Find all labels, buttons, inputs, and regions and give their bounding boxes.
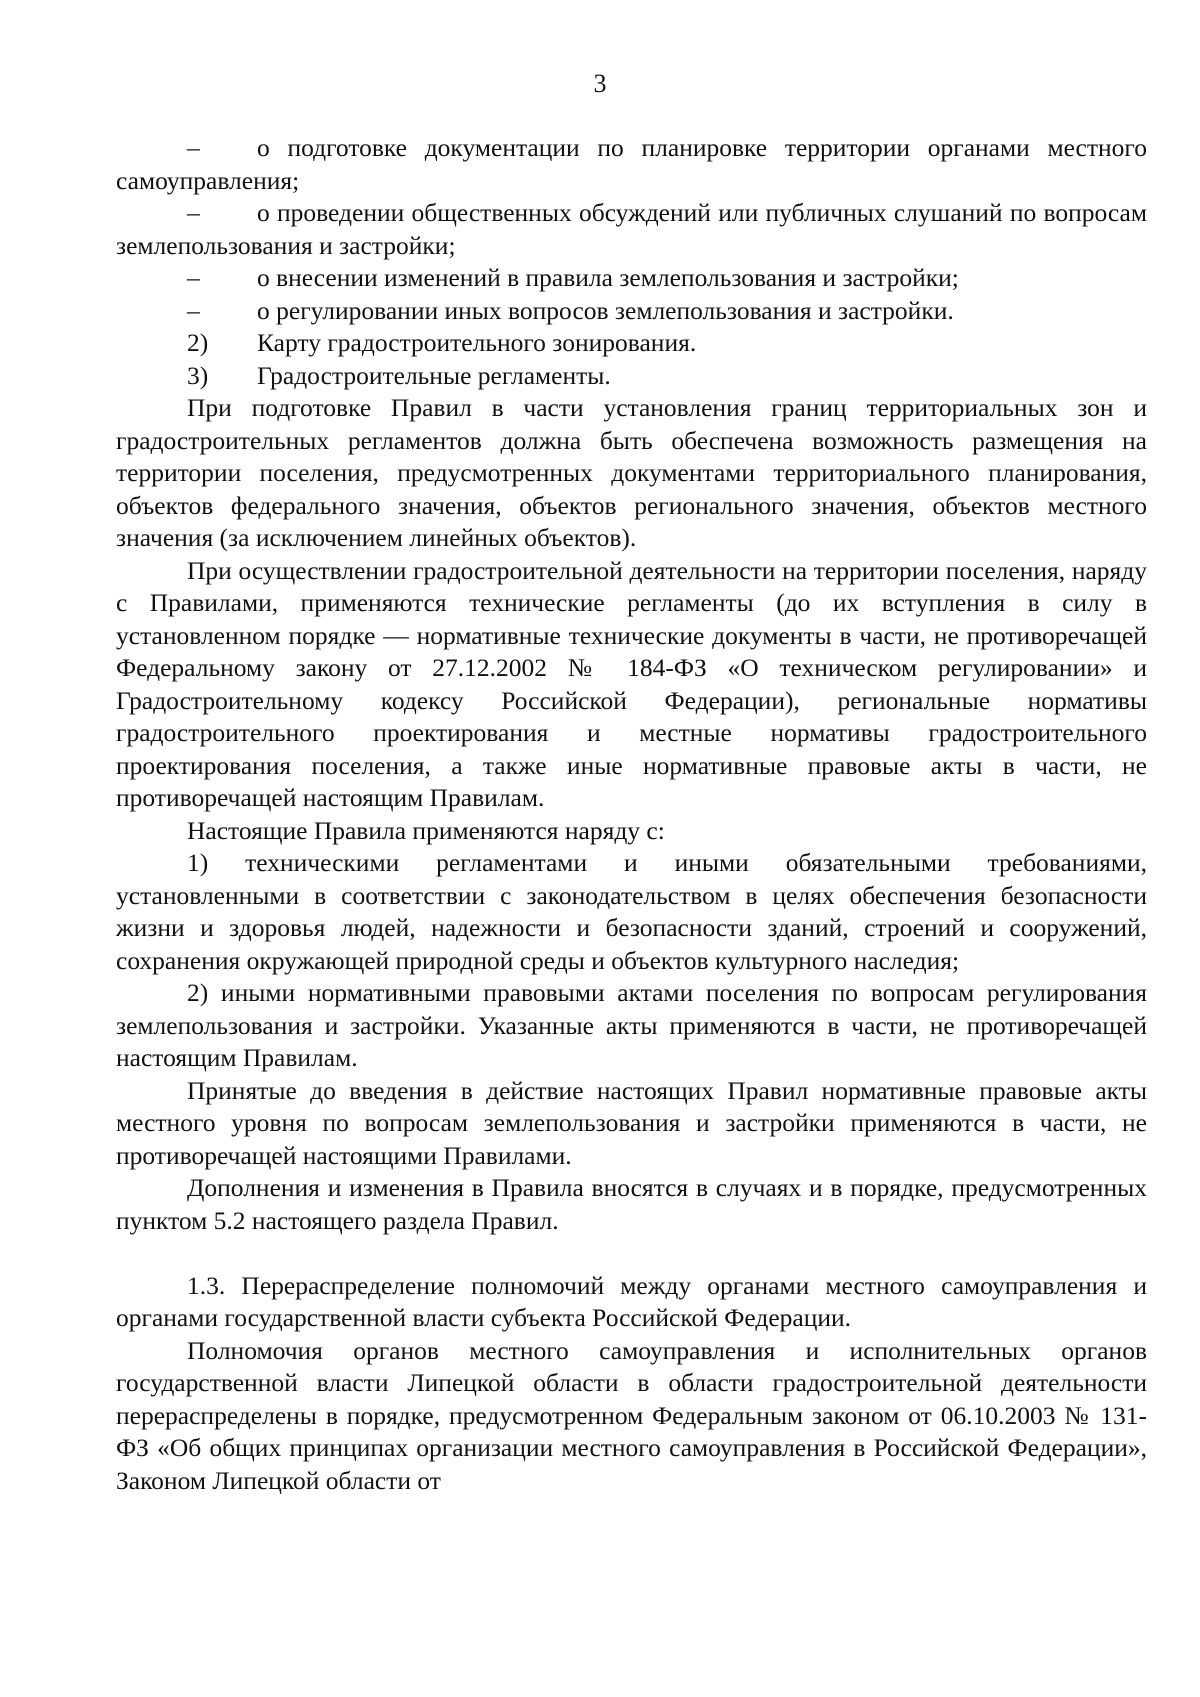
list-item-text: о внесении изменений в правила землепользования и застройки; (257, 263, 959, 292)
paragraph: При подготовке Правил в части установления границ территориальных зон и градостроительных регламентов должна быть обеспечена возможность размещения на территории поселения, предусмотренных документами территориального планирования, объектов федерального значения, объектов регионального значения, объектов местного значения (за исключением линейных объектов). (116, 393, 1147, 552)
paragraph: Принятые до введения в действие настоящих Правил нормативные правовые акты местного уровня по вопросам землепользования и застройки применяются в части, не противоречащей настоящими Правилами. (116, 1075, 1147, 1170)
paragraph: Дополнения и изменения в Правила вносятся в случаях и в порядке, предусмотренных пунктом 5.2 настоящего раздела Правил. (116, 1173, 1147, 1235)
list-item-text: о подготовке документации по планировке территории органами местного самоуправления; (116, 133, 1147, 195)
list-item (116, 327, 1147, 360)
section-heading: 1.3. Перераспределение полномочий между органами местного самоуправления и органами государственной власти субъекта Российской Федерации. (116, 1270, 1147, 1332)
list-item (116, 295, 1147, 328)
blank-line (116, 1237, 1147, 1270)
list-item-text: о проведении общественных обсуждений или публичных слушаний по вопросам землепользования и застройки; (116, 198, 1147, 260)
page-number: 3 (593, 69, 607, 98)
document-body (116, 132, 1147, 1497)
list-item (116, 197, 1147, 262)
list-marker: 3) (187, 360, 209, 390)
paragraph: 1) техническими регламентами и иными обязательными требованиями, установленными в соответствии с законодательством в целях обеспечения безопасности жизни и здоровья людей, надежности и безопасности зданий, строений и сооружений, сохранения окружающей природной среды и объектов культурного наследия; (116, 848, 1147, 975)
paragraph: 2) иными нормативными правовыми актами поселения по вопросам регулирования землепользования и застройки. Указанные акты применяются в части, не противоречащей настоящим Правилам. (116, 978, 1147, 1072)
paragraph: При осуществлении градостроительной деятельности на территории поселения, наряду с Правилами, применяются технические регламенты (до их вступления в силу в установленном порядке — нормативные технические документы в части, не противоречащей Федеральному закону от 27.12.2002 № 184-ФЗ «О техническом регулировании» и Градостроительному кодексу Российской Федерации), региональные нормативы градостроительного проектирования и местные нормативы градостроительного проектирования поселения, а также иные нормативные правовые акты в части, не противоречащей настоящим Правилам. (116, 555, 1147, 812)
list-item (116, 262, 1147, 295)
list-marker: – (187, 295, 200, 325)
list-marker: – (187, 133, 200, 162)
list-item (116, 360, 1147, 393)
list-item-text: Градостроительные регламенты. (257, 360, 611, 390)
list-item-text: Карту градостроительного зонирования. (257, 328, 697, 357)
list-marker: 2) (187, 328, 209, 357)
paragraph: Настоящие Правила применяются наряду с: (187, 815, 665, 845)
list-marker: – (187, 198, 200, 227)
paragraph: Полномочия органов местного самоуправления и исполнительных органов государственной власти Липецкой области в области градостроительной деятельности перераспределены в порядке, предусмотренном Федеральным законом от 06.10.2003 № 131-ФЗ «Об общих принципах организации местного самоуправления в Российской Федерации», Законом Липецкой области от (116, 1335, 1147, 1495)
list-item (116, 132, 1147, 197)
list-marker: – (187, 263, 200, 292)
list-item-text: о регулировании иных вопросов землепользования и застройки. (257, 295, 954, 325)
